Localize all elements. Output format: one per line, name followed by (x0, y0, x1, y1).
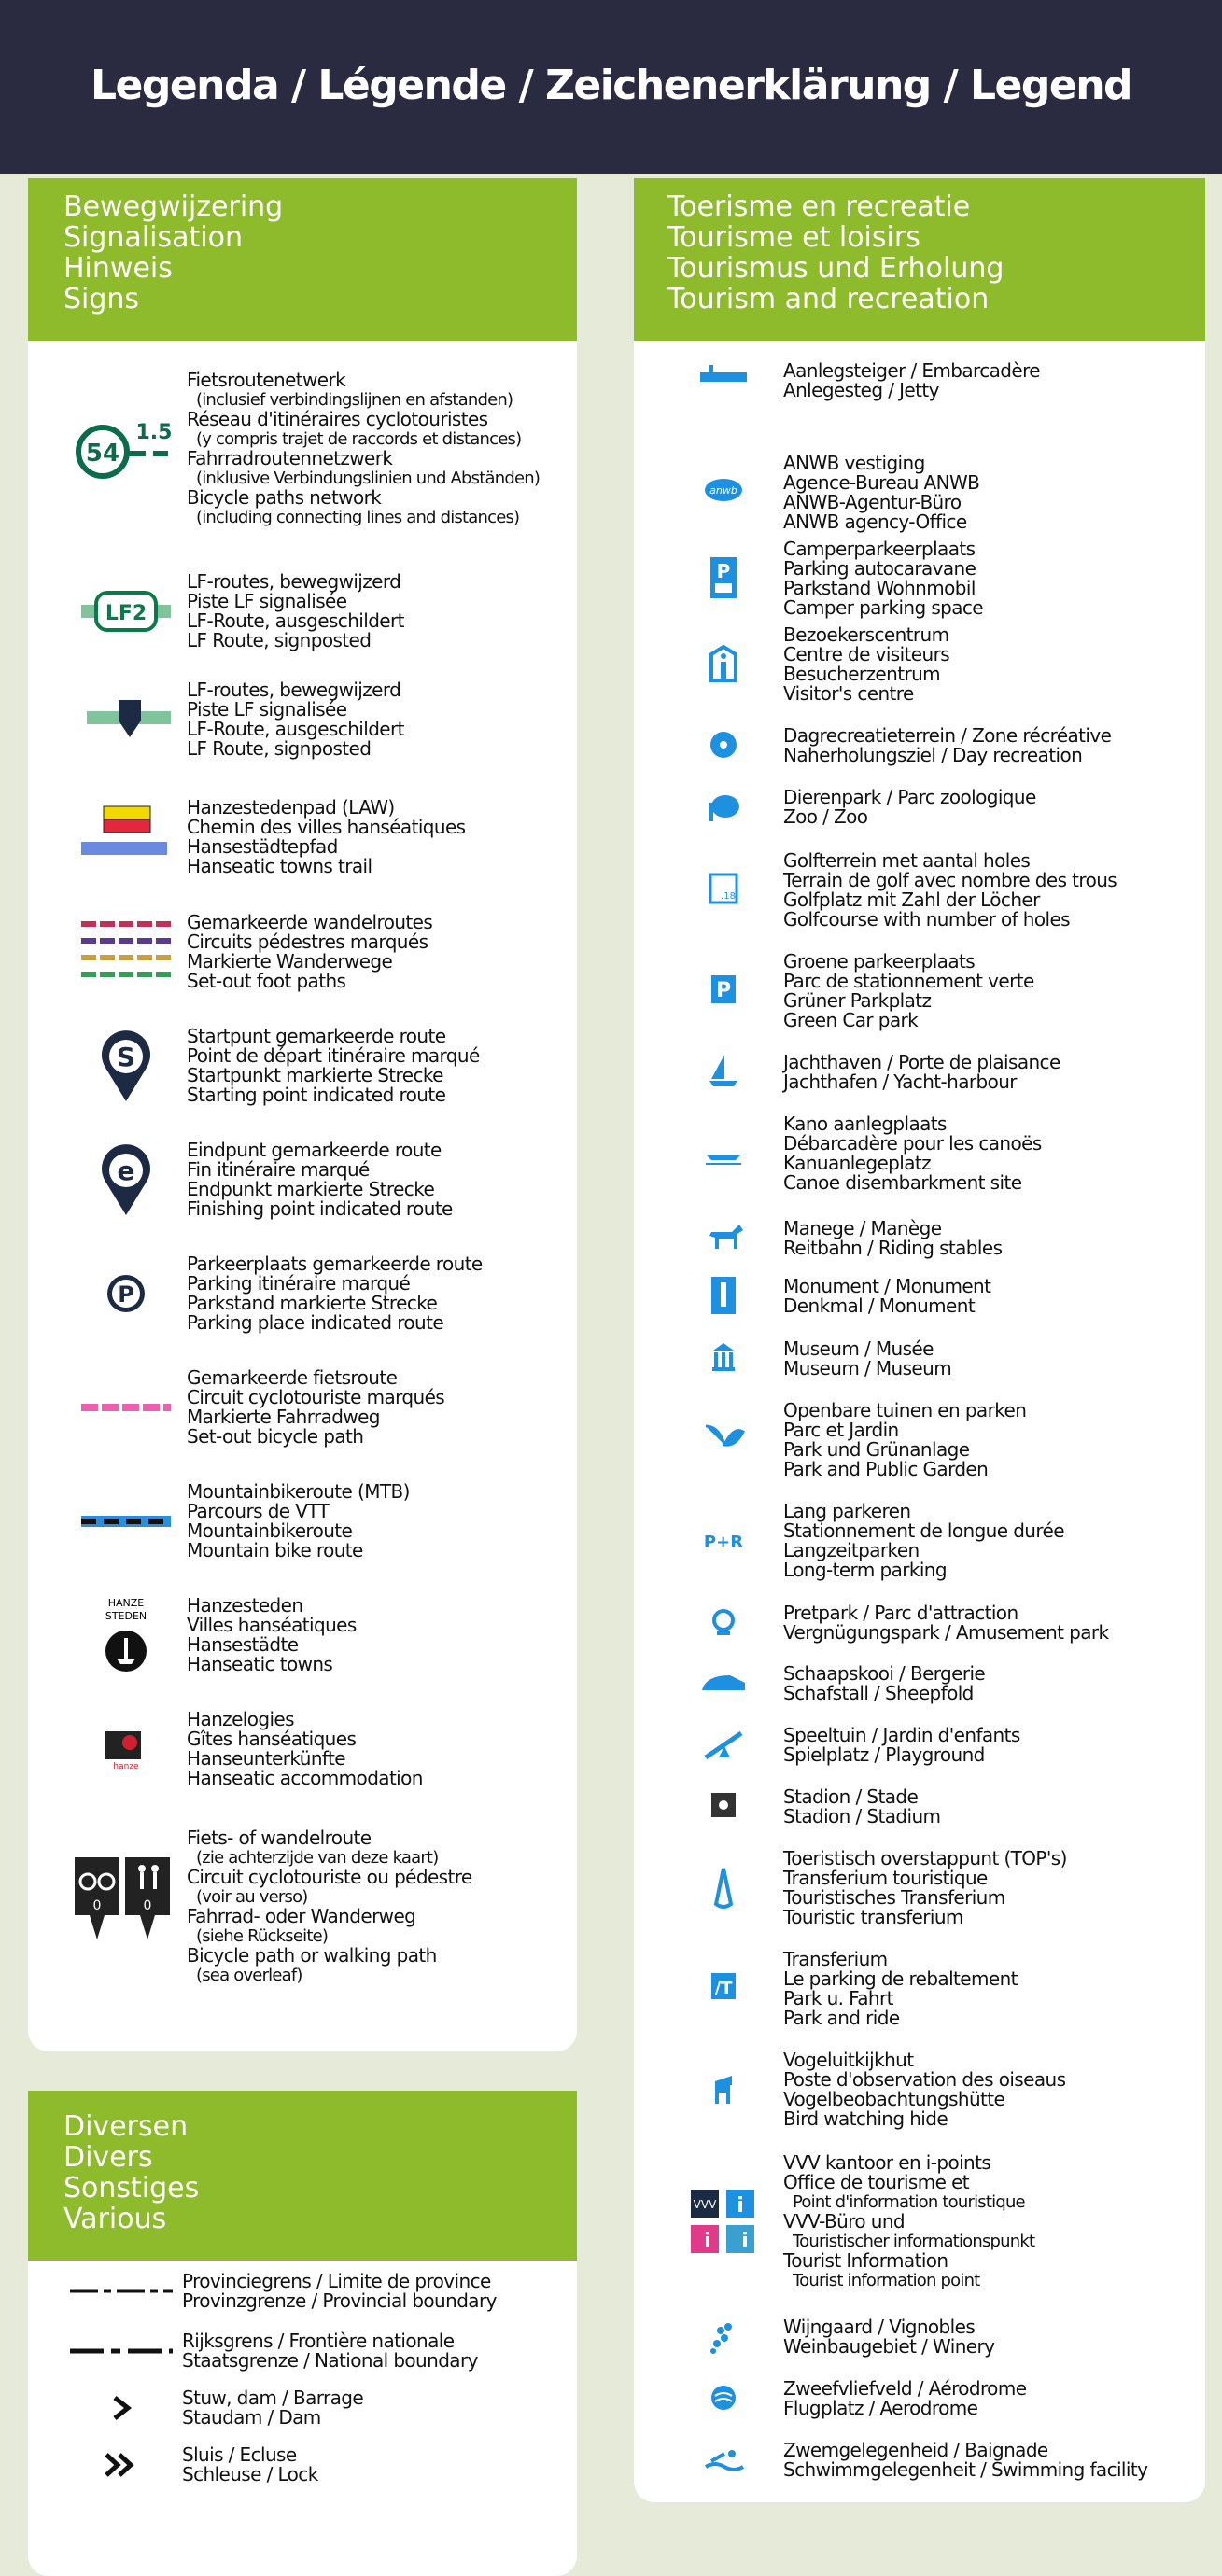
legend-text-line: VVV-Büro und (783, 2210, 905, 2233)
svg-text:0: 0 (92, 1898, 102, 1913)
legend-text-line: Parking place indicated route (187, 1311, 444, 1334)
legend-entry (783, 1339, 951, 1379)
legend-entry (783, 788, 1036, 827)
legend-entry (783, 625, 949, 704)
legend-entry (783, 1849, 1067, 1927)
lf-shield-route-icon (81, 696, 171, 747)
legend-text-line: Office de tourisme et (783, 2171, 970, 2193)
legend-entry (182, 2331, 478, 2371)
legend-text-line: Weinbaugebiet / Winery (783, 2335, 995, 2358)
legend-text-line: (inclusief verbindingslijnen en afstanden) (196, 390, 513, 410)
legend-text-line: Gîtes hanséatiques (187, 1728, 357, 1750)
legend-text-line: Park and Public Garden (783, 1458, 989, 1480)
legend-text-line: Eindpunt gemarkeerde route (187, 1139, 442, 1161)
legend-text-line: Fahrrad- oder Wanderweg (187, 1905, 416, 1927)
garden-icon (700, 1419, 747, 1465)
svg-text:S: S (116, 1042, 136, 1072)
legend-entry (783, 2153, 1034, 2290)
legend-text-line: LF-Route, ausgeschildert (187, 718, 404, 740)
legend-text-line: Hansestädte (187, 1633, 299, 1656)
legend-text-line: Startpunkt markierte Strecke (187, 1064, 443, 1086)
legend-entry (187, 1596, 357, 1674)
legend-text-line: Stuw, dam / Barrage (182, 2387, 364, 2409)
legend-text-line: Hanseatic towns (187, 1653, 333, 1675)
legend-text-line: Set-out bicycle path (187, 1425, 364, 1448)
lock-icon (103, 2451, 140, 2483)
svg-text:54: 54 (85, 440, 120, 468)
svg-text:i: i (737, 2193, 744, 2218)
start-pin-icon (98, 1029, 154, 1107)
legend-text-line: LF-Route, ausgeschildert (187, 609, 404, 632)
hanseatic-towns-icon (98, 1593, 154, 1681)
legend-entry (783, 2441, 1147, 2480)
legend-text-line: ANWB vestiging (783, 452, 925, 474)
mtb-route-icon (81, 1512, 171, 1534)
legend-text-line: Fiets- of wandelroute (187, 1827, 372, 1849)
yacht-harbour-icon (700, 1051, 747, 1098)
legend-entry (783, 539, 983, 618)
legend-text-line: Provinzgrenze / Provincial boundary (182, 2289, 497, 2312)
legend-entry (783, 1502, 1064, 1580)
legend-text-line: Bird watching hide (783, 2107, 948, 2130)
legend-text-line: Poste d'observation des oiseaus (783, 2068, 1066, 2091)
legend-text-line: (inklusive Verbindungslinien und Abständen) (196, 469, 541, 488)
legend-text-line: Hanseatic accommodation (187, 1767, 423, 1789)
swimming-icon (700, 2439, 747, 2485)
hanseatic-trail-icon (81, 805, 171, 874)
legend-text-line: Hanzelogies (187, 1708, 294, 1730)
svg-text:0: 0 (143, 1898, 152, 1913)
walking-routes-icon (81, 915, 171, 993)
legend-text-line: Zoo / Zoo (783, 805, 868, 828)
legend-text-line: Transferium touristique (783, 1867, 988, 1889)
amusement-park-icon (700, 1602, 747, 1648)
legend-text-line: VVV kantoor en i-points (783, 2151, 991, 2174)
legend-text-line: Gemarkeerde fietsroute (187, 1366, 398, 1389)
legend-text-line: Set-out foot paths (187, 970, 346, 992)
hanseatic-lodging-icon (98, 1726, 154, 1776)
signs-heading (28, 178, 577, 341)
legend-entry (187, 1027, 480, 1105)
jetty-icon (700, 359, 747, 406)
legend-entry (182, 2445, 318, 2485)
legend-entry (783, 1726, 1020, 1765)
legend-entry (783, 1787, 940, 1827)
legend-text-line: Kanuanlegeplatz (783, 1152, 932, 1174)
legend-text-line: Green Car park (783, 1009, 919, 1031)
province-border-icon (70, 2282, 173, 2304)
legend-text-line: Fietsroutenetwerk (187, 369, 346, 391)
heading-line: Tourismus und Erholung (667, 252, 1004, 285)
svg-text:.18: .18 (721, 891, 736, 902)
legend-text-line: (sea overleaf) (196, 1966, 302, 1985)
legend-text-line: Hanseatic towns trail (187, 855, 372, 877)
end-pin-icon (98, 1142, 154, 1221)
legend-text-line: Réseau d'itinéraires cyclotouristes (187, 408, 488, 430)
legend-text-line: Villes hanséatiques (187, 1614, 357, 1636)
legend-text-line: Grüner Parkplatz (783, 989, 932, 1012)
legend-entry (187, 1828, 472, 1985)
legend-entry (783, 851, 1117, 930)
legend-entry (187, 371, 540, 527)
legend-text-line: (including connecting lines and distances) (196, 508, 520, 527)
legend-text-line: Groene parkeerplaats (783, 950, 976, 973)
legend-text-line: Circuit cyclotouriste ou pédestre (187, 1866, 472, 1888)
svg-text:1.5: 1.5 (135, 421, 173, 444)
legend-text-line: Zweefvliefveld / Aérodrome (783, 2377, 1027, 2400)
legend-text-line: (y compris trajet de raccords et distances) (196, 429, 522, 449)
legend-text-line: Camperparkeerplaats (783, 538, 976, 560)
legend-entry (783, 1053, 1060, 1092)
anwb-icon (700, 471, 747, 518)
heading-line: Signs (63, 283, 140, 315)
page-title: Legenda / Légende / Zeichenerklärung / Legend (90, 62, 1132, 109)
legend-text-line: Aanlegsteiger / Embarcadère (783, 359, 1040, 382)
stadium-icon (700, 1785, 747, 1832)
legend-text-line: Circuit cyclotouriste marqués (187, 1386, 445, 1408)
legend-entry (187, 680, 404, 759)
svg-text:P+R: P+R (703, 1533, 744, 1552)
top-transfer-icon (700, 1867, 747, 1913)
legend-text-line: Park and ride (783, 2007, 900, 2029)
camper-parking-icon (700, 557, 747, 604)
legend-text-line: Provinciegrens / Limite de province (182, 2270, 491, 2292)
legend-text-line: Bicycle path or walking path (187, 1944, 437, 1967)
legend-entry (783, 726, 1111, 765)
legend-entry (187, 1368, 444, 1447)
legend-text-line: Dierenpark / Parc zoologique (783, 786, 1036, 808)
legend-text-line: Débarcadère pour les canoës (783, 1132, 1042, 1155)
legend-text-line: Starting point indicated route (187, 1084, 446, 1106)
legend-text-line: Jachthafen / Yacht-harbour (783, 1071, 1017, 1093)
legend-text-line: Touristic transferium (783, 1906, 963, 1928)
legend-entry (182, 2272, 497, 2311)
legend-text-line: ANWB-Agentur-Büro (783, 491, 962, 513)
legend-text-line: Golfterrein met aantal holes (783, 849, 1031, 872)
heading-line: Bewegwijzering (63, 190, 284, 223)
legend-text-line: Anlegesteg / Jetty (783, 379, 939, 401)
legend-text-line: Schleuse / Lock (182, 2463, 318, 2485)
legend-text-line: Hanzestedenpad (LAW) (187, 796, 395, 819)
tourism-heading (634, 178, 1205, 341)
svg-text:/T: /T (714, 1979, 733, 1998)
legend-text-line: Toeristisch overstappunt (TOP's) (783, 1847, 1067, 1869)
legend-text-line: Vergnügungspark / Amusement park (783, 1621, 1109, 1644)
cycle-walk-node-icon (75, 1855, 177, 1962)
legend-entry (783, 1950, 1018, 2028)
legend-text-line: Parking autocaravane (783, 557, 976, 580)
svg-text:anwb: anwb (709, 484, 737, 497)
legend-text-line: (voir au verso) (196, 1887, 308, 1907)
legend-text-line: Langzeitparken (783, 1539, 920, 1561)
legend-text-line: Piste LF signalisée (187, 698, 347, 721)
legend-text-line: Markierte Wanderwege (187, 950, 393, 973)
legend-text-line: Kano aanlegplaats (783, 1113, 947, 1135)
sheepfold-icon (700, 1662, 747, 1709)
legend-text-line: Stationnement de longue durée (783, 1519, 1064, 1542)
svg-text:VVV: VVV (693, 2197, 717, 2211)
legend-text-line: Parkstand Wohnmobil (783, 577, 976, 599)
legend-entry (187, 572, 404, 651)
legend-text-line: Piste LF signalisée (187, 590, 347, 612)
legend-text-line: Parc de stationnement verte (783, 970, 1034, 992)
heading-line: Diversen (63, 2110, 189, 2143)
legend-entry (783, 1277, 990, 1316)
winery-icon (700, 2316, 747, 2362)
legend-text-line: Besucherzentrum (783, 663, 941, 685)
legend-text-line: Endpunkt markierte Strecke (187, 1178, 435, 1200)
golf-icon (700, 869, 747, 916)
legend-text-line: Jachthaven / Porte de plaisance (783, 1051, 1060, 1073)
legend-entry (783, 1401, 1026, 1479)
legend-text-line: Hanzesteden (187, 1594, 303, 1617)
legend-entry (783, 2051, 1065, 2129)
bird-hide-icon (700, 2068, 747, 2115)
legend-text-line: Startpunt gemarkeerde route (187, 1025, 446, 1047)
legend-text-line: Stadion / Stade (783, 1785, 919, 1808)
legend-text-line: LF Route, signposted (187, 737, 372, 760)
svg-text:HANZE: HANZE (107, 1597, 145, 1609)
legend-text-line: Staatsgrenze / National boundary (182, 2349, 478, 2372)
legend-text-line: Naherholungsziel / Day recreation (783, 744, 1083, 766)
legend-text-line: ANWB agency-Office (783, 511, 967, 533)
node-network-icon (75, 416, 177, 485)
legend-text-line: Centre de visiteurs (783, 643, 950, 665)
svg-text:e: e (117, 1155, 135, 1186)
legend-entry (187, 913, 432, 991)
legend-text-line: Hanseunterkünfte (187, 1747, 345, 1770)
playground-icon (700, 1724, 747, 1771)
legend-text-line: Sluis / Ecluse (182, 2443, 297, 2466)
legend-text-line: Schwimmgelegenheit / Swimming facility (783, 2458, 1148, 2481)
legend-text-line: Park und Grünanlage (783, 1438, 970, 1461)
legend-text-line: Spielplatz / Playground (783, 1743, 985, 1766)
legend-text-line: Zwemgelegenheid / Baignade (783, 2439, 1048, 2461)
museum-icon (700, 1337, 747, 1384)
heading-line: Signalisation (63, 221, 243, 254)
legend-text-line: Mountainbikeroute (MTB) (187, 1480, 410, 1503)
legend-entry (783, 1114, 1042, 1193)
legend-entry (187, 1482, 410, 1561)
legend-text-line: Mountain bike route (187, 1539, 363, 1561)
canoe-icon (700, 1132, 747, 1179)
legend-text-line: Schafstall / Sheepfold (783, 1682, 974, 1704)
riding-stables-icon (700, 1217, 747, 1264)
legend-text-line: Parc et Jardin (783, 1419, 899, 1441)
legend-text-line: Pretpark / Parc d'attraction (783, 1602, 1018, 1624)
legend-text-line: Terrain de golf avec nombre des trous (783, 869, 1117, 891)
legend-text-line: Dagrecreatieterrein / Zone récréative (783, 724, 1112, 747)
legend-text-line: Denkmal / Monument (783, 1295, 976, 1317)
svg-text:LF2: LF2 (105, 602, 147, 625)
legend-text-line: Agence-Bureau ANWB (783, 471, 980, 494)
legend-text-line: Bezoekerscentrum (783, 623, 949, 646)
legend-text-line: Parking itinéraire marqué (187, 1272, 411, 1295)
legend-text-line: Tourist Information (783, 2249, 948, 2272)
legend-entry (783, 1219, 1002, 1258)
legend-text-line: Reitbahn / Riding stables (783, 1237, 1003, 1259)
legend-text-line: Point de départ itinéraire marqué (187, 1044, 480, 1067)
legend-text-line: Hansestädtepfad (187, 835, 338, 858)
legend-text-line: Long-term parking (783, 1559, 947, 1581)
heading-line: Toerisme en recreatie (667, 190, 971, 223)
legend-text-line: Fin itinéraire marqué (187, 1158, 370, 1181)
legend-text-line: Canoe disembarkment site (783, 1171, 1022, 1194)
day-recreation-icon (700, 724, 747, 771)
heading-line: Various (63, 2203, 167, 2235)
legend-text-line: LF-routes, bewegwijzerd (187, 679, 401, 701)
heading-line: Divers (63, 2141, 153, 2174)
legend-text-line: Golfcourse with number of holes (783, 908, 1070, 931)
legend-text-line: Point d'information touristique (793, 2192, 1025, 2212)
monument-icon (700, 1275, 747, 1322)
vvv-info-icon (691, 2190, 756, 2259)
legend-text-line: Openbare tuinen en parken (783, 1399, 1027, 1421)
long-term-parking-icon (700, 1519, 747, 1566)
legend-text-line: Lang parkeren (783, 1500, 911, 1522)
cycle-route-pink-icon (81, 1398, 171, 1421)
legend-text-line: Le parking de rebaltement (783, 1967, 1018, 1990)
parking-circle-icon (105, 1273, 147, 1318)
legend-entry (187, 1141, 453, 1219)
legend-text-line: Fahrradroutennetzwerk (187, 447, 393, 469)
lf2-route-icon (81, 588, 171, 638)
legend-text-line: Vogelbeobachtungshütte (783, 2088, 1005, 2110)
legend-text-line: Transferium (783, 1948, 888, 1970)
legend-text-line: Flugplatz / Aerodrome (783, 2397, 978, 2419)
park-and-ride-icon (700, 1967, 747, 2014)
legend-text-line: Museum / Musée (783, 1337, 934, 1360)
legend-text-line: Wijngaard / Vignobles (783, 2316, 976, 2338)
svg-text:i: i (704, 2229, 711, 2253)
svg-text:P: P (715, 979, 732, 1002)
legend-text-line: Gemarkeerde wandelroutes (187, 911, 433, 933)
various-heading (28, 2091, 577, 2261)
legend-text-line: Rijksgrens / Frontière nationale (182, 2330, 455, 2352)
legend-entry (783, 2317, 994, 2357)
svg-text:i: i (741, 2229, 749, 2253)
legend-text-line: Camper parking space (783, 596, 983, 619)
legend-text-line: LF-routes, bewegwijzerd (187, 570, 401, 593)
zoo-icon (700, 786, 747, 833)
legend-text-line: Parcours de VTT (187, 1500, 330, 1522)
legend-text-line: Finishing point indicated route (187, 1197, 453, 1220)
legend-text-line: Parkeerplaats gemarkeerde route (187, 1253, 483, 1275)
legend-text-line: Bicycle paths network (187, 486, 382, 509)
legend-text-line: Tourist information point (793, 2271, 980, 2290)
dam-icon (107, 2394, 135, 2426)
legend-text-line: Circuits pédestres marqués (187, 931, 428, 953)
legend-entry (783, 361, 1040, 400)
legend-entry (783, 952, 1034, 1030)
legend-entry (783, 1603, 1109, 1643)
legend-text-line: Staudam / Dam (182, 2406, 321, 2429)
legend-text-line: Chemin des villes hanséatiques (187, 816, 466, 838)
legend-entry (783, 1664, 985, 1703)
legend-text-line: Markierte Fahrradweg (187, 1406, 380, 1428)
heading-line: Hinweis (63, 252, 173, 285)
svg-text:hanze: hanze (113, 1762, 139, 1771)
legend-text-line: Stadion / Stadium (783, 1805, 941, 1827)
heading-line: Tourism and recreation (667, 283, 990, 315)
legend-text-line: Visitor's centre (783, 682, 914, 705)
legend-header (0, 0, 1222, 174)
legend-entry (187, 1254, 483, 1333)
svg-text:P: P (118, 1281, 134, 1308)
legend-text-line: Mountainbikeroute (187, 1519, 353, 1542)
heading-line: Sonstiges (63, 2172, 200, 2205)
legend-text-line: Parkstand markierte Strecke (187, 1292, 438, 1314)
legend-text-line: Vogeluitkijkhut (783, 2049, 914, 2071)
legend-text-line: Schaapskooi / Bergerie (783, 1662, 986, 1685)
legend-text-line: (zie achterzijde van deze kaart) (196, 1848, 439, 1868)
legend-text-line: Golfplatz mit Zahl der Löcher (783, 889, 1040, 911)
green-parking-icon (700, 970, 747, 1016)
legend-text-line: (siehe Rückseite) (196, 1926, 329, 1946)
legend-entry (187, 1710, 423, 1788)
legend-text-line: LF Route, signposted (187, 629, 372, 651)
national-border-icon (70, 2342, 173, 2364)
legend-text-line: Touristischer informationspunkt (793, 2232, 1035, 2251)
svg-text:P: P (716, 560, 731, 582)
visitor-centre-icon (700, 643, 747, 690)
heading-line: Tourisme et loisirs (667, 221, 920, 254)
legend-entry (783, 454, 979, 532)
legend-entry (783, 2379, 1026, 2418)
legend-text-line: Museum / Museum (783, 1357, 952, 1379)
svg-text:STEDEN: STEDEN (105, 1610, 147, 1622)
legend-text-line: Monument / Monument (783, 1275, 991, 1297)
legend-text-line: Speeltuin / Jardin d'enfants (783, 1724, 1020, 1746)
legend-entry (182, 2388, 363, 2428)
legend-text-line: Touristisches Transferium (783, 1886, 1005, 1909)
legend-text-line: Park u. Fahrt (783, 1987, 893, 2009)
legend-text-line: Manege / Manège (783, 1217, 942, 1239)
legend-entry (187, 798, 465, 876)
aerodrome-icon (700, 2377, 747, 2424)
